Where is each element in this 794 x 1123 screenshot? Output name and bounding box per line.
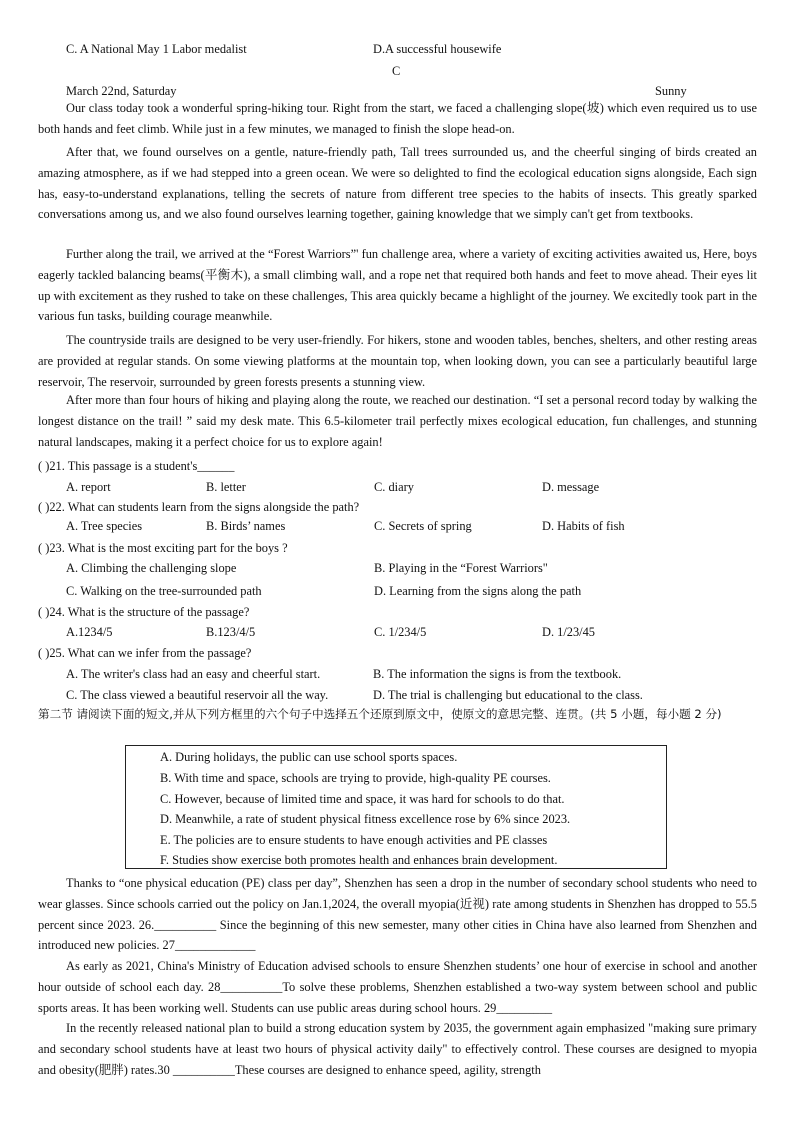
q22-option-a: A. Tree species [66,519,143,533]
section-2-paragraph-3: In the recently released national plan to build a strong education system by 2035, the government again emphasized "making sure primary and secondary school students have at least two hours of physical activity daily" to effectively control. These courses are designed to myopia and obesity(肥胖) rates.30 __________These courses are designed to enhance speed, agility, strength [38,1021,757,1077]
question-23: ( )23. What is the most exciting part for the boys ? [38,541,288,555]
choice-a: A. During holidays, the public can use school sports spaces. [160,750,458,764]
section-2-paragraph-2: As early as 2021, China's Ministry of Education advised schools to ensure Shenzhen students’ one hour of exercise in school and another hour outside of school each day. 28__________To solve these problems, Shenzhen established a two-way system between school and public sports areas. It has been working well. Students can use public areas during school hours. 29_________ [38,959,757,1015]
q25-option-d: D. The trial is challenging but educational to the class. [373,688,643,702]
diary-weather: Sunny [655,84,687,98]
option-c-prev: C. A National May 1 Labor medalist [66,42,247,56]
q22-option-c: C. Secrets of spring [374,519,472,533]
q21-option-a: A. report [66,480,111,494]
q25-option-b: B. The information the signs is from the textbook. [373,667,622,681]
option-d-prev: D.A successful housewife [373,42,502,56]
q23-option-b: B. Playing in the “Forest Warriors" [374,561,548,575]
q22-option-d: D. Habits of fish [542,519,625,533]
section-2-paragraph-1: Thanks to “one physical education (PE) class per day”, Shenzhen has seen a drop in the number of secondary school students who need to wear glasses. Since schools carried out the policy on Jan.1,2024, the overall myopia(近视) rate among students in Shenzhen has dropped to 55.5 percent since 2023. 26.__________ Since the beginning of this new semester, many other cities in China have also learned from Shenzhen and introduced new policies. 27_____________ [38,876,757,953]
question-25: ( )25. What can we infer from the passage? [38,646,252,660]
passage-c-paragraph-3: Further along the trail, we arrived at the “Forest Warriors”' fun challenge area, where a variety of exciting activities awaited us, Here, boys eagerly tackled balancing beams(平衡木), a small climbing wall, and a rope net that required both hands and feet to move ahead. Their eyes lit up with excitement as they rushed to take on these challenges, This area quickly became a highlight of the journey. We excitedly took part in the various fun tasks, building courage meanwhile. [38,247,757,324]
passage-c-paragraph-5: After more than four hours of hiking and playing along the route, we reached our destination. “I set a personal record today by walking the longest distance on the trail! ” said my desk mate. This 6.5-kilometer trail perfectly mixes ecological education, fun challenges, and stunning natural landscapes, making it a perfect choice for us to explore again! [38,393,757,449]
passage-c-paragraph-1: Our class today took a wonderful spring-hiking tour. Right from the start, we faced a challenging slope(坡) which even required us to use both hands and feet climb. While just in a few minutes, we managed to finish the slope head-on. [38,101,757,136]
choice-e: E. The policies are to ensure students to have enough activities and PE classes [160,833,548,847]
question-21: ( )21. This passage is a student's______ [38,459,235,473]
choice-c: C. However, because of limited time and space, it was hard for schools to do that. [160,792,565,806]
q25-option-c: C. The class viewed a beautiful reservoir all the way. [66,688,329,702]
q24-option-d: D. 1/23/45 [542,625,596,639]
q24-option-a: A.1234/5 [66,625,113,639]
q24-option-b: B.123/4/5 [206,625,256,639]
q23-option-c: C. Walking on the tree-surrounded path [66,584,262,598]
choice-b: B. With time and space, schools are trying to provide, high-quality PE courses. [160,771,551,785]
q21-option-d: D. message [542,480,600,494]
choice-f: F. Studies show exercise both promotes health and enhances brain development. [160,853,558,867]
q21-option-b: B. letter [206,480,246,494]
diary-date: March 22nd, Saturday [66,84,177,98]
question-24: ( )24. What is the structure of the passage? [38,605,250,619]
sentence-choice-box [125,745,667,869]
passage-c-paragraph-2: After that, we found ourselves on a gentle, nature-friendly path, Tall trees surrounded us, and the cheerful singing of birds created an amazing atmosphere, as if we had stepped into a green ocean. We were so delighted to find the ecological education signs alongside, Each sign has, easy-to-understand explanations, telling the secrets of nature from different tree species to the habits of insects. This greatly sparked conversations among us, and we also found ourselves learning together, gaining knowledge that we simply can't get from textbooks. [38,145,757,222]
q22-option-b: B. Birds’ names [206,519,286,533]
q25-option-a: A. The writer's class had an easy and cheerful start. [66,667,321,681]
q23-option-a: A. Climbing the challenging slope [66,561,237,575]
q23-option-d: D. Learning from the signs along the path [374,584,582,598]
section-2-instruction: 第二节 请阅读下面的短文,并从下列方框里的六个句子中选择五个还原到原文中，使原文的意思完整、连贯。(共 5 小题，每小题 2 分) [38,707,722,721]
choice-d: D. Meanwhile, a rate of student physical fitness excellence rose by 6% since 2023. [160,812,571,826]
q24-option-c: C. 1/234/5 [374,625,427,639]
passage-c-paragraph-4: The countryside trails are designed to be very user-friendly. For hikers, stone and wooden tables, benches, shelters, and other resting areas are provided at regular stands. On some viewing platforms at the mountain top, when looking down, you can see a particularly beautiful large reservoir, The reservoir, surrounded by green forests presents a stunning view. [38,333,757,389]
q21-option-c: C. diary [374,480,414,494]
section-letter: C [392,64,401,78]
question-22: ( )22. What can students learn from the signs alongside the path? [38,500,360,514]
